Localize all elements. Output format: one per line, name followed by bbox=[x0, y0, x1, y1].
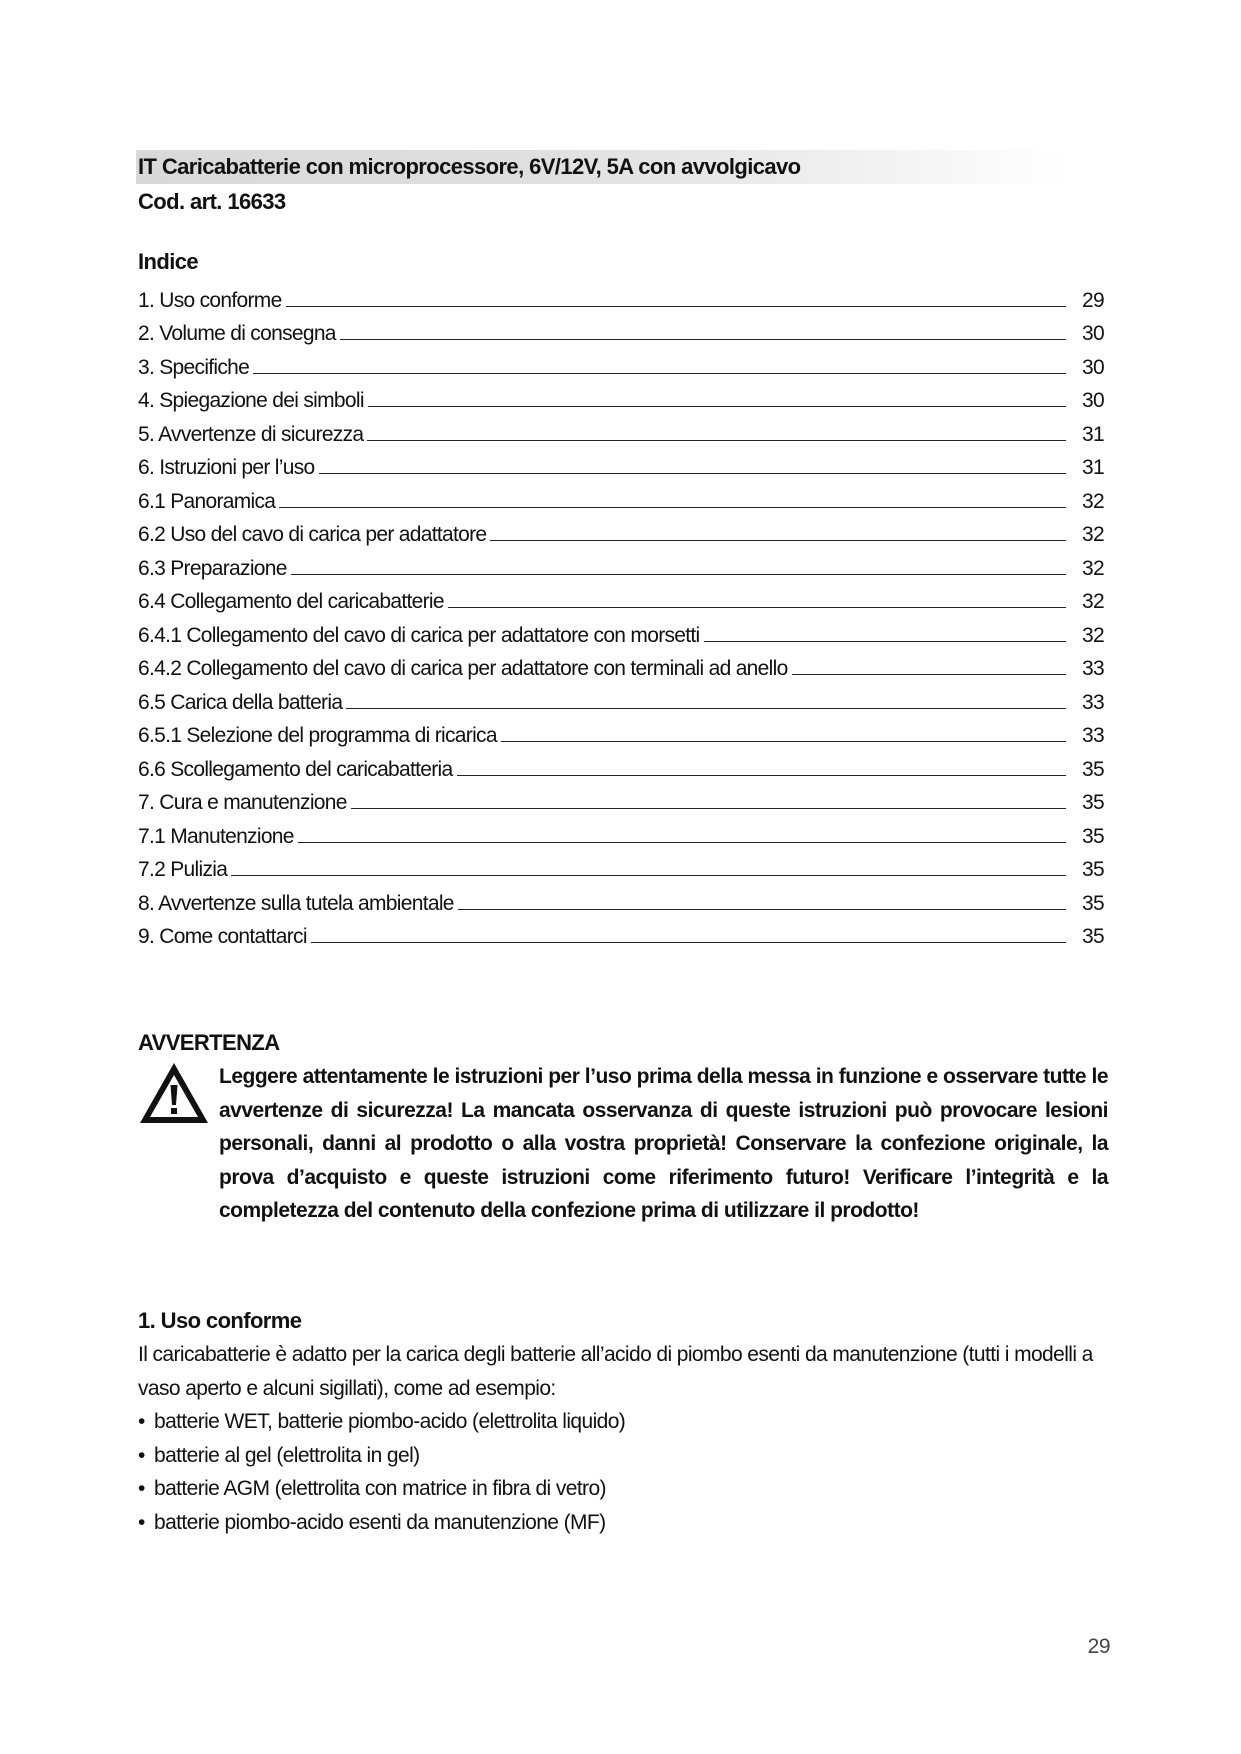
toc-entry-label: 6.1 Panoramica bbox=[138, 489, 276, 513]
list-item: • batterie piombo-acido esenti da manutenzione (MF) bbox=[138, 1506, 1108, 1540]
toc-leader-line bbox=[346, 708, 1066, 709]
toc-entry-page: 30 bbox=[1082, 355, 1104, 379]
toc-entry-page: 35 bbox=[1082, 824, 1104, 848]
toc-leader-line bbox=[279, 507, 1066, 508]
toc-entry-page: 29 bbox=[1082, 288, 1104, 312]
page-number: 29 bbox=[1087, 1635, 1110, 1658]
toc-entry-label: 4. Spiegazione dei simboli bbox=[138, 389, 364, 412]
toc-entry-label: 8. Avvertenze sulla tutela ambientale bbox=[138, 891, 454, 915]
toc-leader-line bbox=[311, 942, 1066, 943]
toc-leader-line bbox=[792, 674, 1066, 675]
toc-entry-page: 30 bbox=[1082, 389, 1104, 412]
toc-entry-label: 7.2 Pulizia bbox=[138, 858, 228, 881]
toc-entry bbox=[138, 849, 1104, 883]
toc-entry-page: 32 bbox=[1082, 556, 1104, 580]
toc-entry-page: 32 bbox=[1082, 623, 1104, 647]
toc-entry bbox=[138, 681, 1104, 715]
toc-entry-label: 7. Cura e manutenzione bbox=[138, 791, 347, 814]
toc-leader-line bbox=[340, 339, 1066, 340]
toc-entry-label: 6. Istruzioni per l’uso bbox=[138, 456, 315, 479]
toc-entry bbox=[138, 413, 1104, 447]
list-item: • batterie al gel (elettrolita in gel) bbox=[138, 1439, 1108, 1473]
toc-leader-line bbox=[448, 607, 1066, 608]
toc-entry bbox=[138, 346, 1104, 380]
toc-leader-line bbox=[367, 440, 1066, 441]
toc-leader-line bbox=[286, 306, 1066, 307]
toc-entry bbox=[138, 882, 1104, 916]
toc-entry-page: 35 bbox=[1082, 891, 1104, 915]
toc-entry-label: 5. Avvertenze di sicurezza bbox=[138, 422, 364, 446]
toc-entry bbox=[138, 380, 1104, 414]
toc-entry bbox=[138, 581, 1104, 615]
section-paragraph: Il caricabatterie è adatto per la carica degli batterie all’acido di piombo esenti da manutenzione (tutti i modelli a vaso aperto e alcuni sigillati), come ad esempio: bbox=[138, 1343, 1093, 1400]
toc-entry bbox=[138, 480, 1104, 514]
toc-entry-label: 9. Come contattarci bbox=[138, 925, 307, 948]
toc-entry bbox=[138, 547, 1104, 581]
toc-entry-label: 6.5 Carica della batteria bbox=[138, 690, 343, 714]
toc-entry bbox=[138, 916, 1104, 950]
warning-text: Leggere attentamente le istruzioni per l’uso prima della messa in funzione e osservare tutte le avvertenze di sicurezza! La mancata osservanza di queste istruzioni può provocare lesioni personali, danni al prodotto o alla vostra proprietà! Conservare la confezione originale, la prova d’acquisto e queste istruzioni come riferimento futuro! Verificare l’integrità e la completezza del contenuto della confezione prima di utilizzare il prodotto! bbox=[219, 1065, 1108, 1222]
toc-entry-page: 35 bbox=[1082, 757, 1104, 781]
toc-leader-line bbox=[291, 574, 1066, 575]
toc-leader-line bbox=[704, 641, 1066, 642]
list-item: • batterie AGM (elettrolita con matrice in fibra di vetro) bbox=[138, 1472, 1108, 1506]
toc-leader-line bbox=[319, 473, 1067, 474]
warning-heading: AVVERTENZA bbox=[138, 1030, 280, 1055]
toc-leader-line bbox=[490, 540, 1066, 541]
toc-entry-page: 30 bbox=[1082, 322, 1104, 345]
toc-entry-page: 33 bbox=[1082, 690, 1104, 714]
article-code: Cod. art. 16633 bbox=[138, 189, 286, 214]
toc-entry-label: 6.4.1 Collegamento del cavo di carica per adattatore con morsetti bbox=[138, 623, 700, 647]
toc-entry-label: 6.3 Preparazione bbox=[138, 556, 287, 580]
toc-entry-page: 35 bbox=[1082, 858, 1104, 881]
toc-leader-line bbox=[501, 741, 1066, 742]
toc-entry bbox=[138, 514, 1104, 548]
toc-entry-page: 33 bbox=[1082, 657, 1104, 680]
toc-heading: Indice bbox=[138, 249, 198, 274]
document-title: IT Caricabatterie con microprocessore, 6V/12V, 5A con avvolgicavo bbox=[138, 154, 801, 179]
toc-entry bbox=[138, 748, 1104, 782]
toc-entry bbox=[138, 313, 1104, 347]
toc-entry-label: 2. Volume di consegna bbox=[138, 322, 336, 345]
toc-entry bbox=[138, 648, 1104, 682]
toc-entry-label: 6.5.1 Selezione del programma di ricarica bbox=[138, 724, 497, 747]
toc-entry-label: 6.2 Uso del cavo di carica per adattatore bbox=[138, 523, 487, 546]
toc-leader-line bbox=[253, 373, 1066, 374]
battery-type-list bbox=[138, 1405, 1108, 1539]
toc-entry-page: 32 bbox=[1082, 489, 1104, 513]
toc-entry-label: 6.4.2 Collegamento del cavo di carica per adattatore con terminali ad anello bbox=[138, 657, 788, 680]
toc-entry-page: 31 bbox=[1082, 456, 1104, 479]
toc-entry-label: 6.6 Scollegamento del caricabatteria bbox=[138, 757, 453, 781]
section-heading-uso-conforme: 1. Uso conforme bbox=[138, 1308, 302, 1333]
toc-entry bbox=[138, 447, 1104, 481]
list-item: • batterie WET, batterie piombo-acido (elettrolita liquido) bbox=[138, 1405, 1108, 1439]
table-of-contents bbox=[138, 279, 1104, 949]
toc-entry-page: 32 bbox=[1082, 523, 1104, 546]
toc-entry bbox=[138, 815, 1104, 849]
toc-leader-line bbox=[458, 909, 1066, 910]
toc-leader-line bbox=[298, 842, 1066, 843]
toc-entry-label: 7.1 Manutenzione bbox=[138, 824, 294, 848]
toc-entry-page: 32 bbox=[1082, 590, 1104, 613]
toc-entry-label: 3. Specifiche bbox=[138, 355, 250, 379]
toc-leader-line bbox=[351, 808, 1066, 809]
toc-leader-line bbox=[368, 406, 1066, 407]
toc-leader-line bbox=[457, 775, 1066, 776]
toc-entry bbox=[138, 715, 1104, 749]
toc-entry-label: 1. Uso conforme bbox=[138, 288, 282, 312]
toc-entry-page: 35 bbox=[1082, 925, 1104, 948]
toc-entry bbox=[138, 279, 1104, 313]
toc-entry bbox=[138, 614, 1104, 648]
toc-entry-label: 6.4 Collegamento del caricabatterie bbox=[138, 590, 444, 613]
toc-leader-line bbox=[231, 875, 1066, 876]
toc-entry-page: 33 bbox=[1082, 724, 1104, 747]
toc-entry bbox=[138, 782, 1104, 816]
warning-triangle-icon bbox=[138, 1060, 210, 1126]
toc-entry-page: 35 bbox=[1082, 791, 1104, 814]
toc-entry-page: 31 bbox=[1082, 422, 1104, 446]
